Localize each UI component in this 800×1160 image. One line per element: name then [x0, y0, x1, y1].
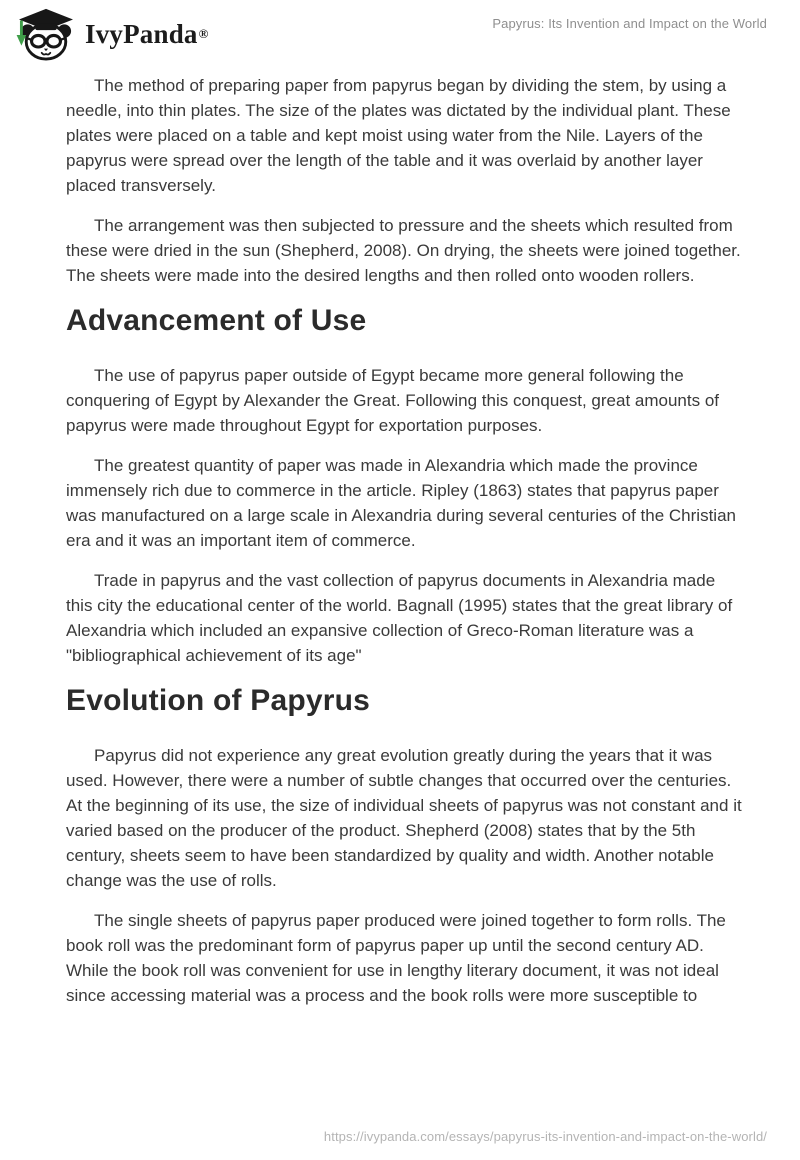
section-heading-evolution-of-papyrus: Evolution of Papyrus [66, 684, 371, 717]
document-title-header: Papyrus: Its Invention and Impact on the World [492, 16, 767, 31]
paragraph: The arrangement was then subjected to pressure and the sheets which resulted from these were dried in the sun (Shepherd, 2008). On drying, the sheets were joined together. The sheets were made into the desired lengths and then rolled onto wooden rollers. [66, 216, 741, 285]
ivypanda-panda-logo-icon [14, 7, 78, 61]
paragraph: The greatest quantity of paper was made in Alexandria which made the province immensely rich due to commerce in the article. Ripley (1863) states that papyrus paper was manufactured on a large scale in Alexandria during several centuries of the Christian era and it was an important item of commerce. [66, 456, 736, 550]
brand-block [14, 7, 208, 61]
essay-content [66, 73, 742, 1008]
section-heading-advancement-of-use: Advancement of Use [66, 304, 367, 337]
registered-trademark-symbol: ® [198, 26, 209, 41]
paragraph: Trade in papyrus and the vast collection of papyrus documents in Alexandria made this city the educational center of the world. Bagnall (1995) states that the great library of Alexandria which included an expansive collection of Greco-Roman literature was a "bibliographical achievement of its age" [66, 571, 733, 665]
brand-name: IvyPanda [85, 18, 198, 49]
paragraph: The use of papyrus paper outside of Egypt became more general following the conquering of Egypt by Alexander the Great. Following this conquest, great amounts of papyrus were made throughout Egypt for exportation purposes. [66, 366, 719, 435]
source-url: https://ivypanda.com/essays/papyrus-its-invention-and-impact-on-the-world/ [323, 1129, 767, 1144]
paragraph: The method of preparing paper from papyrus began by dividing the stem, by using a needle, into thin plates. The size of the plates was dictated by the individual plant. These plates were placed on a table and kept moist using water from the Nile. Layers of the papyrus were spread over the length of the table and it was overlaid by another layer placed transversely. [66, 76, 731, 195]
page-header [0, 0, 800, 62]
paragraph: The single sheets of papyrus paper produced were joined together to form rolls. The book roll was the predominant form of papyrus paper up until the second century AD. While the book roll was convenient for use in lengthy literary document, it was not ideal since accessing material was a process and the book rolls were more susceptible to [66, 911, 726, 1005]
paragraph: Papyrus did not experience any great evolution greatly during the years that it was used. However, there were a number of subtle changes that occurred over the centuries. At the beginning of its use, the size of individual sheets of papyrus was not constant and it varied based on the producer of the product. Shepherd (2008) states that by the 5th century, sheets seem to have been standardized by quality and width. Another notable change was the use of rolls. [66, 746, 742, 890]
